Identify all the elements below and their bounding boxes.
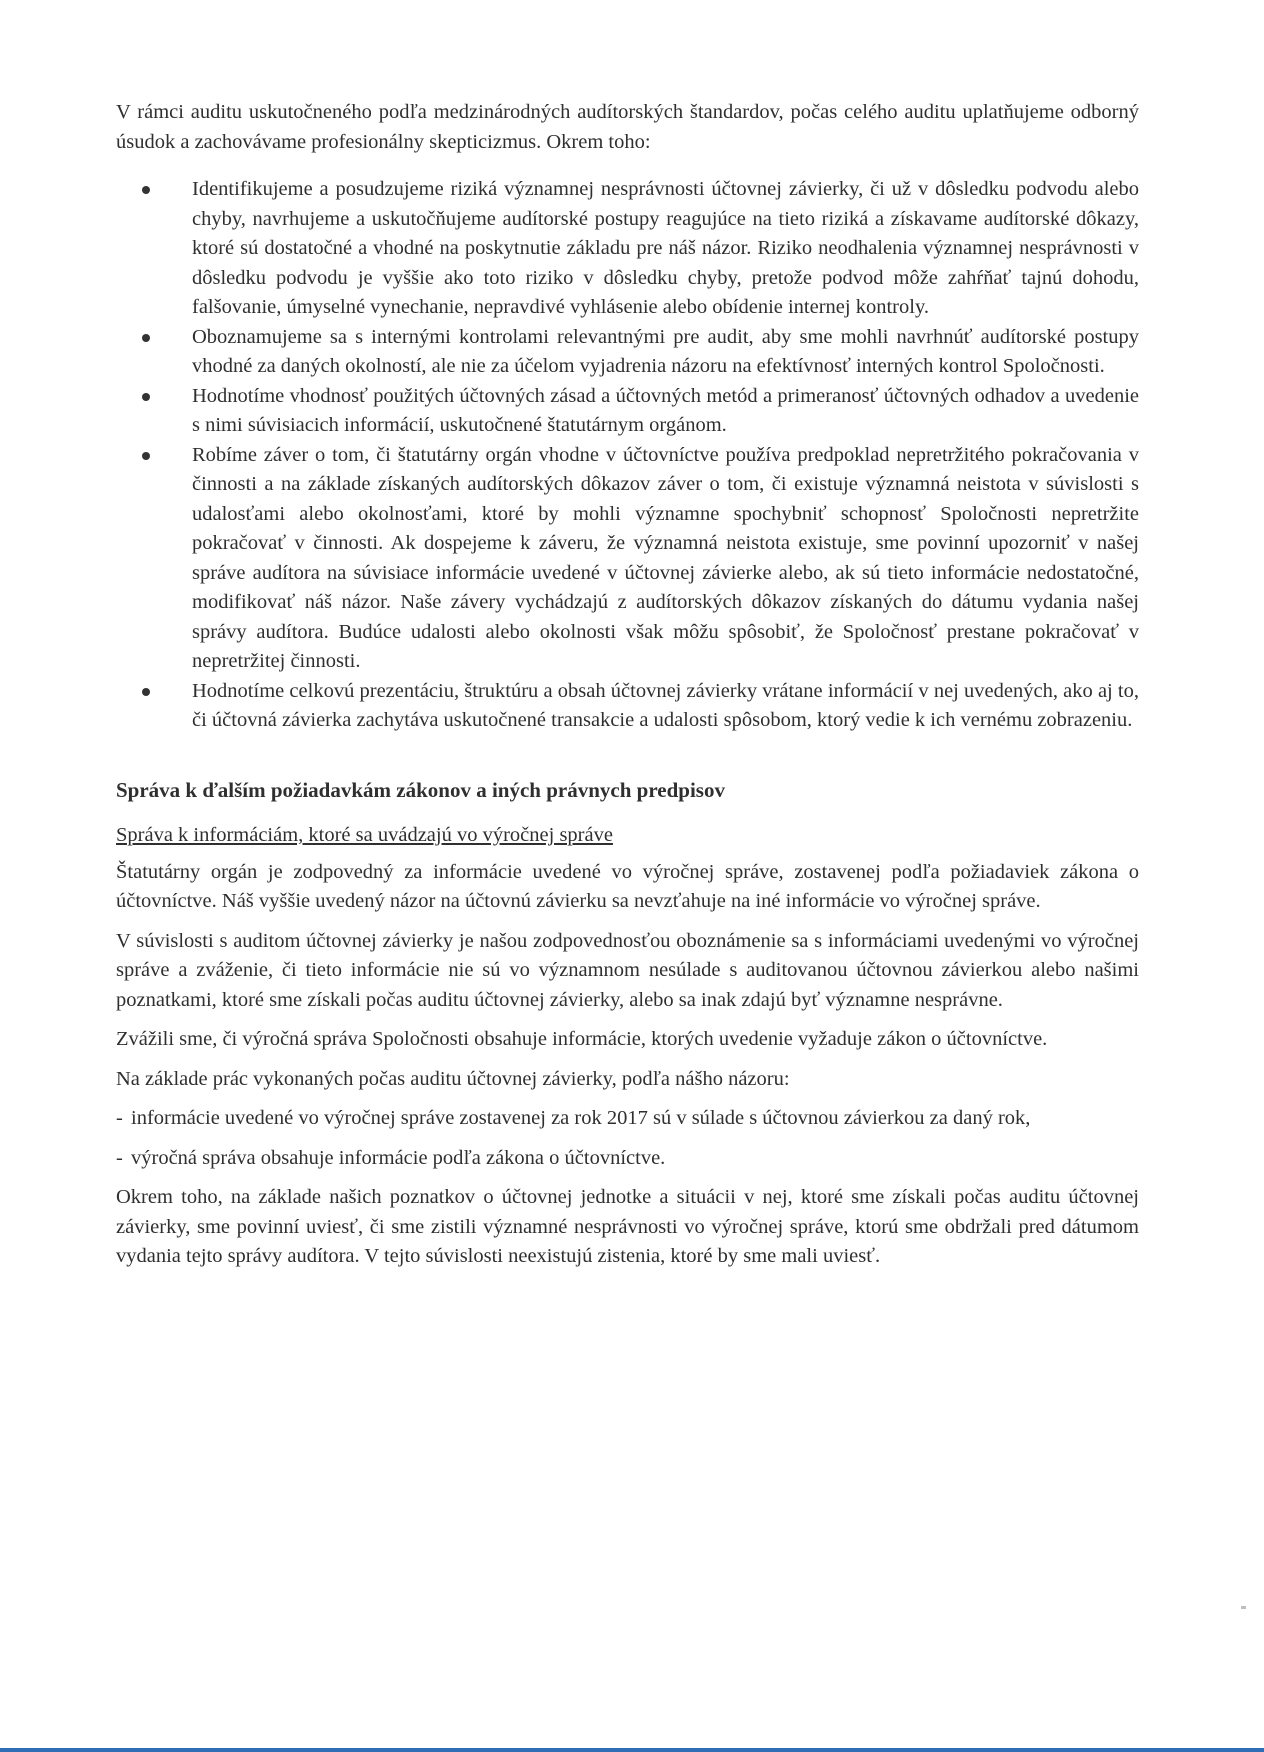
bullet-icon bbox=[142, 452, 150, 460]
scan-edge-line bbox=[0, 1748, 1264, 1752]
list-item bbox=[192, 323, 1139, 382]
dash-marker: - bbox=[116, 1107, 123, 1129]
dash-list-item-text: informácie uvedené vo výročnej správe zostavenej za rok 2017 sú v súlade s účtovnou závierkou za daný rok, bbox=[131, 1107, 1031, 1129]
document-page bbox=[116, 98, 1139, 1282]
dash-marker: - bbox=[116, 1146, 123, 1169]
closing-paragraph: Okrem toho, na základe našich poznatkov o účtovnej jednotke a situácii v nej, ktoré sme získali počas auditu účtovnej závierky, sme povinní uviesť, či sme zistili významné nesprávnosti vo výročnej správe, ktorú sme obdržali pred dátumom vydania tejto správy audítora. V tejto súvislosti neexistujú zistenia, ktoré by sme mali uviesť. bbox=[116, 1186, 1139, 1267]
body-paragraph: Na základe prác vykonaných počas auditu účtovnej závierky, podľa nášho názoru: bbox=[116, 1067, 790, 1090]
scan-speck bbox=[1241, 1606, 1246, 1609]
subsection-heading: Správa k informáciám, ktoré sa uvádzajú vo výročnej správe bbox=[116, 824, 613, 846]
list-item-text: Oboznamujeme sa s internými kontrolami relevantnými pre audit, aby sme mohli navrhnúť audítorské postupy vhodné za daných okolností, ale nie za účelom vyjadrenia názoru na efektívnosť interných kontrol Spoločnosti. bbox=[192, 325, 1139, 377]
dash-list-item bbox=[116, 1104, 1139, 1134]
bullet-icon bbox=[142, 393, 150, 401]
bullet-icon bbox=[142, 186, 150, 194]
bullet-icon bbox=[142, 334, 150, 342]
list-item-text: Hodnotíme vhodnosť použitých účtovných zásad a účtovných metód a primeranosť účtovných odhadov a uvedenie s nimi súvisiacich informácií, uskutočnené štatutárnym orgánom. bbox=[192, 384, 1139, 436]
list-item-text: Identifikujeme a posudzujeme riziká významnej nesprávnosti účtovnej závierky, či už v dôsledku podvodu alebo chyby, navrhujeme a uskutočňujeme audítorské postupy reagujúce na tieto riziká a získavame audítorské dôkazy, ktoré sú dostatočné a vhodné na poskytnutie základu pre náš názor. Riziko neodhalenia významnej nesprávnosti v dôsledku podvodu je vyššie ako toto riziko v dôsledku chyby, pretože podvod môže zahŕňať tajnú dohodu, falšovanie, úmyselné vynechanie, nepravdivé vyhlásenie alebo obídenie internej kontroly. bbox=[192, 178, 1139, 318]
section-heading: Správa k ďalším požiadavkám zákonov a iných právnych predpisov bbox=[116, 777, 725, 802]
body-paragraph: Zvážili sme, či výročná správa Spoločnosti obsahuje informácie, ktorých uvedenie vyžaduje zákon o účtovníctve. bbox=[116, 1028, 1048, 1050]
list-item-text: Robíme záver o tom, či štatutárny orgán vhodne v účtovníctve používa predpoklad nepretržitého pokračovania v činnosti a na základe získaných audítorských dôkazov záver o tom, či existuje významná neistota v súvislosti s udalosťami alebo okolnosťami, ktoré by mohli významne spochybniť schopnosť Spoločnosti nepretržite pokračovať v činnosti. Ak dospejeme k záveru, že významná neistota existuje, sme povinní upozorniť v našej správe audítora na súvisiace informácie uvedené v účtovnej závierke alebo, ak sú tieto informácie nedostatočné, modifikovať náš názor. Naše závery vychádzajú z audítorských dôkazov získaných do dátumu vydania našej správy audítora. Budúce udalosti alebo okolnosti však môžu spôsobiť, že Spoločnosť prestane pokračovať v nepretržitej činnosti. bbox=[192, 443, 1139, 672]
body-paragraph: Štatutárny orgán je zodpovedný za informácie uvedené vo výročnej správe, zostavenej podľa požiadaviek zákona o účtovníctve. Náš vyššie uvedený názor na účtovnú závierku sa nevzťahuje na iné informácie vo výročnej správe. bbox=[116, 860, 1139, 912]
bullet-icon bbox=[142, 688, 150, 696]
audit-procedures-list bbox=[116, 175, 1139, 736]
list-item bbox=[192, 382, 1139, 441]
dash-list-item-text: výročná správa obsahuje informácie podľa zákona o účtovníctve. bbox=[131, 1146, 666, 1169]
dash-list-item bbox=[116, 1144, 1139, 1174]
list-item-text: Hodnotíme celkovú prezentáciu, štruktúru a obsah účtovnej závierky vrátane informácií v nej uvedených, ako aj to, či účtovná závierka zachytáva uskutočnené transakcie a udalosti spôsobom, ktorý vedie k ich vernému zobrazeniu. bbox=[192, 679, 1139, 731]
list-item bbox=[192, 441, 1139, 677]
list-item bbox=[192, 175, 1139, 323]
list-item bbox=[192, 677, 1139, 736]
body-paragraph: V súvislosti s auditom účtovnej závierky je našou zodpovednosťou oboznámenie sa s informáciami uvedenými vo výročnej správe a zváženie, či tieto informácie nie sú vo významnom nesúlade s auditovanou účtovnou závierkou alebo našimi poznatkami, ktoré sme získali počas auditu účtovnej závierky, alebo sa inak zdajú byť významne nesprávne. bbox=[116, 929, 1139, 1011]
intro-paragraph: V rámci auditu uskutočneného podľa medzinárodných audítorských štandardov, počas celého auditu uplatňujeme odborný úsudok a zachovávame profesionálny skepticizmus. Okrem toho: bbox=[116, 101, 1139, 153]
